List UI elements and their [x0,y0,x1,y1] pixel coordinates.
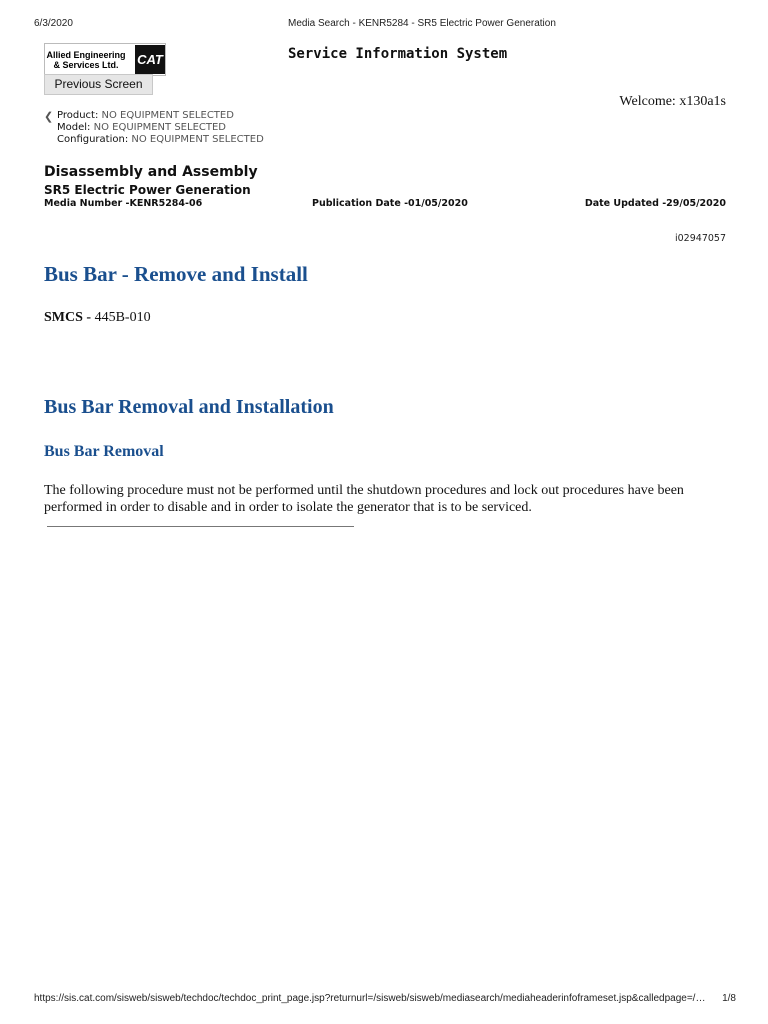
print-title: Media Search - KENR5284 - SR5 Electric Power Generation [288,18,556,29]
configuration-row [57,134,264,146]
system-title: Service Information System [288,46,508,62]
equipment-info [57,110,264,146]
previous-screen-button[interactable]: Previous Screen [44,74,153,95]
page-number: 1/8 [722,993,736,1004]
welcome-text: Welcome: x130a1s [619,94,726,109]
date-updated: Date Updated -29/05/2020 [584,198,726,209]
section-heading: Bus Bar Removal and Installation [44,396,334,418]
page-heading: Bus Bar - Remove and Install [44,262,308,286]
footer-url: https://sis.cat.com/sisweb/sisweb/techdoc/techdoc_print_page.jsp?returnurl=/sisweb/sisweb/mediasearch/mediaheaderinfoframeset.jsp&calledpage=/… [34,993,706,1004]
dealer-name [45,50,127,70]
product-label: Product: [57,110,99,121]
print-date: 6/3/2020 [34,18,73,29]
media-number: Media Number -KENR5284-06 [44,198,203,209]
procedure-paragraph: The following procedure must not be performed until the shutdown procedures and lock out procedures have been performed in order to disable and in order to isolate the generator that is to be serviced. [44,483,684,515]
divider [47,526,354,527]
publication-date: Publication Date -01/05/2020 [312,198,468,209]
reference-id: i02947057 [675,233,726,244]
configuration-value: NO EQUIPMENT SELECTED [131,134,264,145]
document-type: Disassembly and Assembly [44,164,258,180]
subsection-heading: Bus Bar Removal [44,443,164,460]
product-value: NO EQUIPMENT SELECTED [101,110,234,121]
chevron-left-icon[interactable]: ❮ [44,111,54,123]
dealer-logo [44,43,166,76]
smcs-code [44,310,151,326]
dealer-name-line1: Allied Engineering [46,49,126,60]
model-label: Model: [57,122,91,133]
cat-logo: CAT [135,45,165,74]
document-subtitle: SR5 Electric Power Generation [44,183,251,197]
smcs-label: SMCS - [44,310,92,325]
model-value: NO EQUIPMENT SELECTED [93,122,226,133]
smcs-value: 445B-010 [94,310,151,325]
configuration-label: Configuration: [57,134,129,145]
model-row [57,122,264,134]
product-row [57,110,264,122]
dealer-name-line2: & Services Ltd. [53,59,119,70]
